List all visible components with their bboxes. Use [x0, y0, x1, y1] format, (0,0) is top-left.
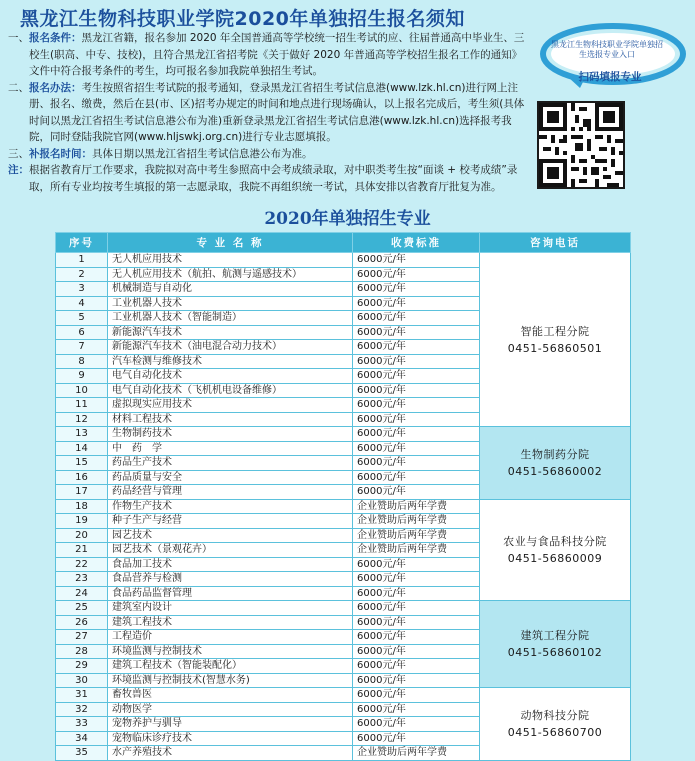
notice-list: [8, 30, 528, 195]
fee: 6000元/年: [353, 630, 480, 645]
note-text: 黑龙江省籍，报名参加 2020 年全国普通高等学校统一招生考试的应、往届普通高中毕业生、三校生(职高、中专、技校)，且符合黑龙江省招考院《关于做好 2020 年普通高等学校招生报名工作的通知》文件中符合报考条件的考生，均可报名参加我院单独招生考试。: [29, 32, 525, 77]
major-name: 园艺技术: [108, 528, 353, 543]
row-number: 24: [56, 586, 108, 601]
table-row: [56, 601, 631, 616]
table-row: [56, 688, 631, 703]
major-name: 药品质量与安全: [108, 470, 353, 485]
row-number: 32: [56, 702, 108, 717]
table-row: [56, 253, 631, 268]
major-name: 无人机应用技术（航拍、航测与遥感技术）: [108, 267, 353, 282]
table-body: [56, 253, 631, 761]
row-number: 30: [56, 673, 108, 688]
fee: 6000元/年: [353, 673, 480, 688]
note-text: 具体日期以黑龙江省招生考试信息港公布为准。: [92, 147, 313, 160]
note-remark: [8, 162, 528, 195]
major-name: 建筑室内设计: [108, 601, 353, 616]
department-phone: 0451-56860700: [507, 725, 603, 739]
major-name: 中 药 学: [108, 441, 353, 456]
major-name: 电气自动化技术: [108, 369, 353, 384]
major-name: 药品经营与管理: [108, 485, 353, 500]
major-name: 园艺技术（景观花卉）: [108, 543, 353, 558]
row-number: 9: [56, 369, 108, 384]
row-number: 34: [56, 731, 108, 746]
note-text: 根据省教育厅工作要求，我院拟对高中考生参照高中会考成绩录取，对中职类考生按“面谈 + 校考成绩”录取，所有专业均按考生填报的第一志愿录取，我院不再组织统一考试，具体安排以省教育厅批复为准。: [29, 164, 518, 193]
major-name: 电气自动化技术（飞机机电设备维修）: [108, 383, 353, 398]
department-phone: 0451-56860501: [507, 341, 603, 355]
department-name: 动物科技分院: [520, 708, 590, 722]
major-name: 虚拟现实应用技术: [108, 398, 353, 413]
department-contact: [480, 601, 631, 688]
fee: 企业赞助后两年学费: [353, 746, 480, 761]
department-contact: [480, 688, 631, 761]
department-contact: [480, 253, 631, 427]
major-name: 建筑工程技术: [108, 615, 353, 630]
row-number: 3: [56, 282, 108, 297]
major-name: 材料工程技术: [108, 412, 353, 427]
major-name: 作物生产技术: [108, 499, 353, 514]
fee: 6000元/年: [353, 441, 480, 456]
major-name: 食品药品监督管理: [108, 586, 353, 601]
note-key: 报名条件：: [29, 32, 82, 44]
majors-table: [55, 232, 631, 761]
fee: 6000元/年: [353, 456, 480, 471]
department-contact: [480, 499, 631, 601]
row-number: 19: [56, 514, 108, 529]
note-text: 考生按照省招生考试院的报考通知，登录黑龙江省招生考试信息港(www.lzk.hl.cn)进行网上注册、报名、缴费，然后在县(市、区)招考办规定的时间和地点进行现场确认，以上报名完成后，考生须(具体时间以黑龙江省招生考试信息港公布为准)重新登录黑龙江省招生考试信息港(www.lzk.hl.cn)选择报考我院，同时登陆我院官网(www.hljswkj.org.cn)进行专业志愿填报。: [29, 81, 525, 143]
fee: 6000元/年: [353, 340, 480, 355]
fee: 6000元/年: [353, 369, 480, 384]
row-number: 1: [56, 253, 108, 268]
major-name: 动物医学: [108, 702, 353, 717]
table-row: [56, 499, 631, 514]
row-number: 4: [56, 296, 108, 311]
major-name: 生物制药技术: [108, 427, 353, 442]
fee: 6000元/年: [353, 659, 480, 674]
row-number: 18: [56, 499, 108, 514]
fee: 6000元/年: [353, 644, 480, 659]
major-name: 环境监测与控制技术: [108, 644, 353, 659]
fee: 6000元/年: [353, 325, 480, 340]
note-method: [8, 80, 528, 146]
fee: 企业赞助后两年学费: [353, 514, 480, 529]
fee: 6000元/年: [353, 383, 480, 398]
row-number: 27: [56, 630, 108, 645]
fee: 企业赞助后两年学费: [353, 528, 480, 543]
fee: 6000元/年: [353, 688, 480, 703]
col-header-phone: 咨询电话: [480, 233, 631, 253]
fee: 6000元/年: [353, 717, 480, 732]
row-number: 10: [56, 383, 108, 398]
fee: 6000元/年: [353, 470, 480, 485]
major-name: 环境监测与控制技术(智慧水务): [108, 673, 353, 688]
row-number: 16: [56, 470, 108, 485]
row-number: 35: [56, 746, 108, 761]
fee: 6000元/年: [353, 557, 480, 572]
row-number: 25: [56, 601, 108, 616]
major-name: 工程造价: [108, 630, 353, 645]
row-number: 5: [56, 311, 108, 326]
col-header-seq: 序号: [56, 233, 108, 253]
row-number: 14: [56, 441, 108, 456]
fee: 6000元/年: [353, 601, 480, 616]
fee: 6000元/年: [353, 702, 480, 717]
qr-code[interactable]: [537, 101, 625, 189]
row-number: 21: [56, 543, 108, 558]
row-number: 15: [56, 456, 108, 471]
fee: 企业赞助后两年学费: [353, 543, 480, 558]
row-number: 8: [56, 354, 108, 369]
major-name: 工业机器人技术: [108, 296, 353, 311]
major-name: 工业机器人技术（智能制造）: [108, 311, 353, 326]
table-row: [56, 427, 631, 442]
major-name: 机械制造与自动化: [108, 282, 353, 297]
row-number: 26: [56, 615, 108, 630]
fee: 6000元/年: [353, 572, 480, 587]
note-prefix: 一、: [8, 32, 29, 44]
row-number: 31: [56, 688, 108, 703]
row-number: 12: [56, 412, 108, 427]
major-name: 宠物临床诊疗技术: [108, 731, 353, 746]
fee: 6000元/年: [353, 586, 480, 601]
row-number: 28: [56, 644, 108, 659]
fee: 6000元/年: [353, 296, 480, 311]
row-number: 11: [56, 398, 108, 413]
department-name: 农业与食品科技分院: [503, 534, 607, 548]
note-prefix: 注：: [8, 164, 29, 176]
department-phone: 0451-56860002: [507, 464, 603, 478]
row-number: 17: [56, 485, 108, 500]
note-prefix: 二、: [8, 81, 29, 94]
major-name: 药品生产技术: [108, 456, 353, 471]
row-number: 22: [56, 557, 108, 572]
fee: 6000元/年: [353, 253, 480, 268]
fee: 6000元/年: [353, 282, 480, 297]
department-contact: [480, 427, 631, 500]
row-number: 7: [56, 340, 108, 355]
row-number: 33: [56, 717, 108, 732]
fee: 6000元/年: [353, 615, 480, 630]
qr-caption: 黑龙江生物科技职业学院单独招生选报专业入口: [551, 40, 663, 59]
note-key: 报名办法：: [29, 81, 82, 94]
department-name: 建筑工程分院: [520, 629, 590, 642]
major-name: 水产养殖技术: [108, 746, 353, 761]
department-phone: 0451-56860009: [507, 551, 603, 565]
section-title: 2020年单独招生专业: [264, 209, 431, 229]
row-number: 20: [56, 528, 108, 543]
fee: 6000元/年: [353, 485, 480, 500]
major-name: 新能源汽车技术（油电混合动力技术）: [108, 340, 353, 355]
row-number: 6: [56, 325, 108, 340]
fee: 6000元/年: [353, 412, 480, 427]
department-phone: 0451-56860102: [507, 646, 603, 659]
note-supplement: [8, 146, 528, 163]
major-name: 畜牧兽医: [108, 688, 353, 703]
note-eligibility: [8, 30, 528, 80]
fee: 6000元/年: [353, 427, 480, 442]
col-header-fee: 收费标准: [353, 233, 480, 253]
major-name: 新能源汽车技术: [108, 325, 353, 340]
major-name: 食品加工技术: [108, 557, 353, 572]
row-number: 29: [56, 659, 108, 674]
fee: 6000元/年: [353, 398, 480, 413]
fee: 6000元/年: [353, 311, 480, 326]
department-name: 智能工程分院: [520, 324, 590, 338]
major-name: 食品营养与检测: [108, 572, 353, 587]
note-key: 补报名时间：: [29, 147, 92, 160]
fee: 6000元/年: [353, 354, 480, 369]
qr-cta: 扫码填报专业: [578, 71, 642, 83]
col-header-major: 专 业 名 称: [108, 233, 353, 253]
qr-code-icon: [539, 103, 623, 187]
fee: 6000元/年: [353, 267, 480, 282]
major-name: 汽车检测与维修技术: [108, 354, 353, 369]
major-name: 建筑工程技术（智能装配化）: [108, 659, 353, 674]
fee: 6000元/年: [353, 731, 480, 746]
fee: 企业赞助后两年学费: [353, 499, 480, 514]
department-name: 生物制药分院: [520, 447, 590, 461]
table-header-row: [56, 233, 631, 253]
major-name: 宠物养护与驯导: [108, 717, 353, 732]
major-name: 种子生产与经营: [108, 514, 353, 529]
page-title: 黑龙江生物科技职业学院2020年单独招生报名须知: [20, 8, 465, 30]
major-name: 无人机应用技术: [108, 253, 353, 268]
row-number: 23: [56, 572, 108, 587]
note-prefix: 三、: [8, 147, 29, 160]
row-number: 13: [56, 427, 108, 442]
row-number: 2: [56, 267, 108, 282]
